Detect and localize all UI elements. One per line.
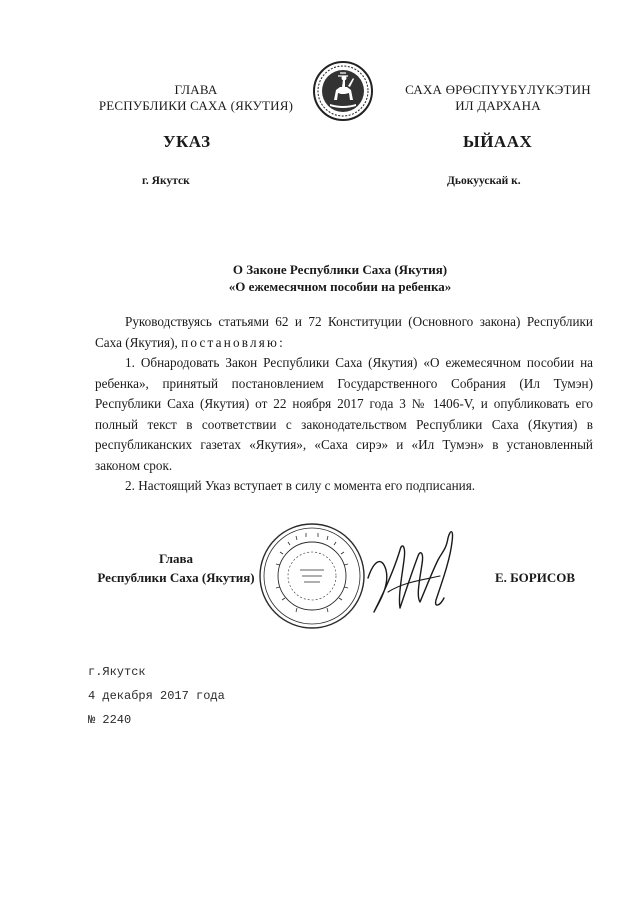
decree-title-line1: О Законе Республики Саха (Якутия): [232, 262, 448, 277]
item-2: 2. Настоящий Указ вступает в силу с момента его подписания.: [125, 478, 476, 493]
doc-type-ru: УКАЗ: [163, 132, 211, 151]
place-sakha: Дьокуускай к.: [447, 175, 521, 187]
preamble-text: Руководствуясь статьями 62 и 72 Конституции (Основного закона) Республики Саха (Якутия),: [95, 314, 593, 350]
decree-title-line2: «О ежемесячном пособии на ребенка»: [228, 279, 452, 294]
footer-date: 4 декабря 2017 года: [88, 689, 225, 703]
header-left: [80, 82, 312, 114]
signatory-title: [86, 549, 266, 587]
item-1: 1. Обнародовать Закон Республики Саха (Якутия) «О ежемесячном пособии на ребенка», принятый постановлением Государственного Собрания (Ил Тумэн) Республики Саха (Якутия) от 22 ноября 2017 года 3 № 1406-V, и опубликовать его полный текст в соответствии с законодательством Республики Саха (Якутия) в республиканских газетах «Якутия», «Саха сирэ» и «Ил Тумэн» в установленный законом срок.: [95, 355, 593, 473]
header-right: [382, 82, 614, 114]
header-left-line1: ГЛАВА: [174, 82, 218, 97]
decree-title: [120, 261, 560, 295]
header-right-line1: САХА ӨРӨСПҮҮБҮЛҮКЭТИН: [405, 82, 591, 97]
handwritten-signature: [360, 520, 480, 630]
official-seal-stamp: [256, 520, 368, 632]
decree-word: постановляю:: [181, 334, 285, 350]
signatory-name: Е. БОРИСОВ: [495, 570, 576, 585]
signatory-title-line2: Республики Саха (Якутия): [97, 570, 255, 585]
decree-body: [95, 312, 593, 497]
header-left-line2: РЕСПУБЛИКИ САХА (ЯКУТИЯ): [98, 98, 294, 113]
doc-type-sakha: ЫЙААХ: [463, 132, 533, 151]
place-ru: г. Якутск: [142, 175, 190, 187]
preamble-paragraph: [95, 312, 593, 353]
registration-footer: [88, 660, 225, 732]
signatory-title-line1: Глава: [158, 551, 194, 566]
footer-city: г.Якутск: [88, 665, 146, 679]
footer-number: № 2240: [88, 713, 132, 727]
coat-of-arms-emblem: [312, 60, 374, 122]
header-right-line2: ИЛ ДАРХАНА: [455, 98, 541, 113]
